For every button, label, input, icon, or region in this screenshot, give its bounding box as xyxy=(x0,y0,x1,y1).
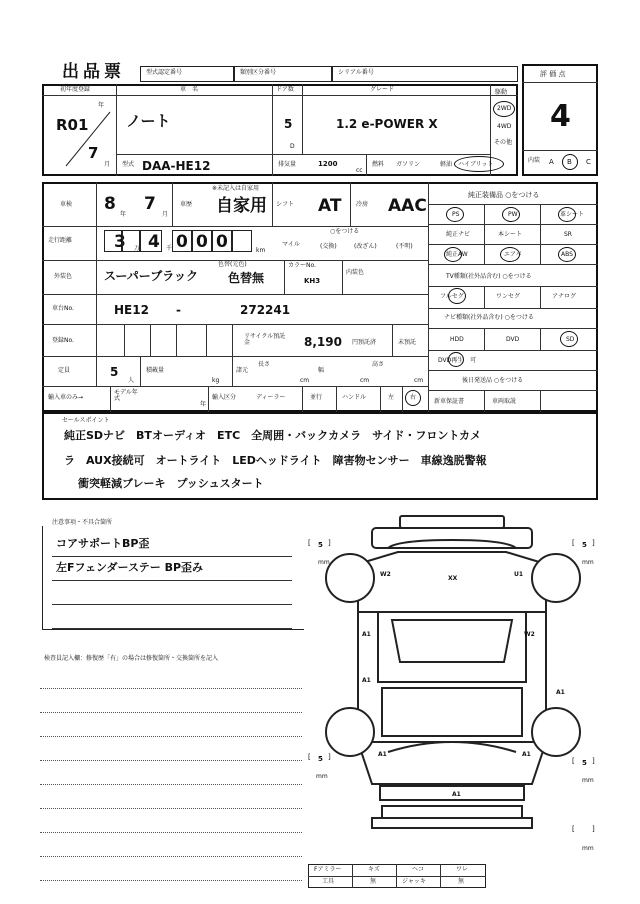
ac-value: AAC xyxy=(388,196,427,216)
table-c3: ジャッキ xyxy=(402,878,426,885)
reg-month: 7 xyxy=(88,144,99,162)
tire-spare-close: ] xyxy=(592,825,595,833)
year-suffix: 年 xyxy=(200,401,207,408)
dvd-ok: 可 xyxy=(470,357,477,364)
equip-aw: 純正AW xyxy=(446,251,468,258)
displacement-value: 1200 xyxy=(318,160,338,168)
model-value: DAA-HE12 xyxy=(142,159,211,173)
tire-rr-value: 5 xyxy=(582,759,587,767)
fuel-label: 燃料 xyxy=(372,161,385,168)
load-label: 積載量 xyxy=(146,367,165,374)
score-label: 評 価 点 xyxy=(540,70,566,78)
damage-hood: XX xyxy=(448,575,458,582)
score-value: 4 xyxy=(550,99,571,134)
table-c4: 無 xyxy=(458,878,465,885)
man-label: 万 xyxy=(134,245,141,252)
label-registration: 型式認定番号 xyxy=(146,69,183,76)
tire-fr-open: [ xyxy=(572,539,575,547)
capacity-value: 5 xyxy=(110,365,119,379)
equip-leather: 革シート xyxy=(560,211,585,218)
sales-line-3: 衝突軽減ブレーキ プッシュスタート xyxy=(78,477,264,490)
car-name: ノート xyxy=(126,112,171,130)
after-warranty: 新車保証書 xyxy=(434,398,465,405)
equip-pw-circle xyxy=(502,207,520,222)
color-label: 外装色 xyxy=(54,273,73,280)
tire-rl-value: 5 xyxy=(318,755,323,763)
equip-ps: PS xyxy=(452,211,460,218)
dvd-label: DVD再生 xyxy=(438,357,464,364)
equip-aw-circle xyxy=(444,247,462,262)
capacity-label: 定員 xyxy=(58,367,71,374)
tire-rl-close: ] xyxy=(328,753,331,761)
tire-fl-open: [ xyxy=(308,539,311,547)
cm-2: cm xyxy=(360,377,370,384)
fuel-hybrid-circle xyxy=(454,156,504,172)
recycle-unpaid: 未預託 xyxy=(398,339,417,346)
navi-hdd: HDD xyxy=(450,336,464,343)
recycle-value: 8,190 xyxy=(304,335,342,349)
notes-title: 注意事項・不具合箇所 xyxy=(52,519,113,526)
damage-fr-fender: U1 xyxy=(514,571,524,578)
tire-fl-value: 5 xyxy=(318,541,323,549)
tire-rr-unit: mm xyxy=(582,777,594,784)
table-c2: 無 xyxy=(370,878,377,885)
navi-dvd: DVD xyxy=(506,336,520,343)
damage-rr-door: A1 xyxy=(556,689,565,696)
after-manual: 車両取説 xyxy=(492,398,517,405)
doors-value: 5 xyxy=(284,117,293,131)
note-1: コアサポートBP歪 xyxy=(56,537,150,550)
grade-value: 1.2 e-POWER X xyxy=(336,117,438,131)
equip-ps-circle xyxy=(446,207,464,222)
damage-fr-door: W2 xyxy=(524,631,535,638)
damage-fl-door: A1 xyxy=(362,631,371,638)
shaken-nen: 年 xyxy=(120,211,127,218)
color-no-label: カラーNo. xyxy=(288,262,316,269)
mileage-exchange: (交換) xyxy=(320,243,337,250)
tv-fullseg-circle xyxy=(448,288,466,304)
label-serial: シリアル番号 xyxy=(338,69,374,76)
navi-sd: SD xyxy=(566,336,575,343)
table-h3: ヘコ xyxy=(412,866,425,873)
tv-oneseg: ワンセグ xyxy=(496,293,521,300)
shaken-tsuki: 月 xyxy=(162,211,169,218)
doors-label: ドア数 xyxy=(276,86,294,93)
interior-c: C xyxy=(586,158,591,166)
ac-label: 冷房 xyxy=(356,201,369,208)
shaken-month: 7 xyxy=(144,194,156,214)
interior-label: 内装 xyxy=(528,157,541,164)
mileage-tamper: (改ざん) xyxy=(354,243,377,250)
mileage-opts-title: ○をつける xyxy=(330,228,360,235)
equip-abs: ABS xyxy=(561,251,573,258)
chassis-prefix: HE12 xyxy=(114,303,149,317)
table-h2: キズ xyxy=(368,866,380,873)
tire-rr-open: [ xyxy=(572,757,575,765)
fuel-diesel: 軽油 xyxy=(440,161,453,168)
mileage-digit-4: 0 xyxy=(196,232,208,252)
grade-label: グレード xyxy=(370,86,395,93)
len-label: 長さ xyxy=(258,361,271,368)
wid-label: 幅 xyxy=(318,367,325,374)
label-model-cat: 類別区分番号 xyxy=(240,69,277,76)
handle-left: 左 xyxy=(388,394,395,401)
damage-fl-fender: W2 xyxy=(380,571,391,578)
drive-label: 駆動 xyxy=(495,89,508,96)
interior-b-circle xyxy=(562,154,578,170)
sales-line-2: ラ AUX接続可 オートライト LEDヘッドライト 障害物センサー 車線逸脱警報 xyxy=(64,454,487,467)
car-name-label: 車 名 xyxy=(180,86,199,93)
tsuki-label: 月 xyxy=(104,161,111,168)
chassis-label: 車台No. xyxy=(52,305,74,312)
tv-fullseg: フルセグ xyxy=(440,293,464,300)
drive-2wd-circle xyxy=(493,101,515,117)
after-title: 後日発送品 ○をつける xyxy=(462,377,524,384)
car-diagram xyxy=(318,512,586,868)
nen-label: 年 xyxy=(98,102,105,109)
model-label: 型式 xyxy=(122,161,135,168)
displacement-label: 排気量 xyxy=(278,161,297,168)
drive-other: その他 xyxy=(494,139,513,146)
handle-right: 右 xyxy=(410,394,417,401)
inspector-title: 検査員記入欄：修復歴「有」の場合は修復箇所・交換箇所を記入 xyxy=(44,655,219,662)
mileage-digit-1: 3 xyxy=(114,232,126,252)
tire-rl-unit: mm xyxy=(316,773,328,780)
equip-leather-circle xyxy=(558,207,576,222)
recycle-label: リサイクル預託金 xyxy=(244,333,286,346)
interior-a: A xyxy=(549,158,554,166)
door-d: D xyxy=(290,143,295,150)
mileage-digit-3: 0 xyxy=(176,232,188,252)
mileage-digit-5: 0 xyxy=(216,232,228,252)
color-change-value: 色替無 xyxy=(228,271,265,285)
fuel-hybrid: ハイブリット xyxy=(458,161,494,168)
damage-rear-bumper: A1 xyxy=(452,791,461,798)
sales-line-1: 純正SDナビ BTオーディオ ETC 全周囲・バックカメラ サイド・フロントカメ xyxy=(64,429,482,442)
equip-airbag: エアバ xyxy=(504,251,522,258)
tire-fl-close: ] xyxy=(328,539,331,547)
model-year-label: モデル年式 xyxy=(114,389,138,402)
import-dealer: ディーラー xyxy=(256,394,286,401)
import-parallel: 並行 xyxy=(310,394,323,401)
tire-rl-open: [ xyxy=(308,753,311,761)
tv-title: TV種類(社外品含む) ○をつける xyxy=(446,273,532,280)
damage-rl-fender: A1 xyxy=(378,751,387,758)
first-reg-label: 初年度登録 xyxy=(60,86,91,93)
equip-abs-circle xyxy=(558,247,576,262)
table-h4: ワレ xyxy=(456,866,469,873)
navi-sd-circle xyxy=(560,331,578,347)
chassis-no: 272241 xyxy=(240,303,291,317)
mileage-unknown: (不明) xyxy=(396,243,413,250)
table-c1: 工具 xyxy=(322,878,335,885)
navi-title: ナビ種類(社外品含む) ○をつける xyxy=(444,314,534,321)
equip-sr: SR xyxy=(564,231,572,238)
kg-label: kg xyxy=(212,377,220,384)
person-label: 人 xyxy=(128,377,135,384)
drive-2wd: 2WD xyxy=(497,105,512,112)
interior-b: B xyxy=(567,158,572,166)
reg-no-label: 登録No. xyxy=(52,337,74,344)
equip-navi: 純正ナビ xyxy=(446,231,471,238)
recycle-unit: 円預託済 xyxy=(352,339,377,346)
handle-label: ハンドル xyxy=(342,394,367,401)
mileage-digit-2: 4 xyxy=(148,232,160,252)
hei-label: 高さ xyxy=(372,361,385,368)
dims-label: 諸元 xyxy=(236,367,249,374)
drive-4wd: 4WD xyxy=(497,123,512,130)
reg-year: R01 xyxy=(56,116,89,134)
km-label: km xyxy=(256,247,266,254)
equip-airbag-circle xyxy=(500,247,520,262)
tire-fl-unit: mm xyxy=(318,559,330,566)
import-label: 輸入車のみ→ xyxy=(48,394,84,401)
dvd-play-circle xyxy=(448,352,464,367)
sen-label: 千 xyxy=(166,245,173,252)
shaken-year: 8 xyxy=(104,194,116,214)
sales-title: セールスポイント xyxy=(62,417,110,424)
color-no-value: KH3 xyxy=(304,277,321,285)
tire-fr-value: 5 xyxy=(582,541,587,549)
fuel-gasoline: ガソリン xyxy=(396,161,421,168)
form-title: 出品票 xyxy=(62,62,125,82)
tire-fr-close: ] xyxy=(592,539,595,547)
shaken-label: 車検 xyxy=(60,201,73,208)
note-2: 左Fフェンダーステー BP歪み xyxy=(56,561,204,574)
tv-analog: アナログ xyxy=(552,293,577,300)
import-cat: 輸入区分 xyxy=(212,394,237,401)
equip-pw: PW xyxy=(508,211,518,218)
mileage-mile: マイル xyxy=(282,241,300,248)
interior-color-label: 内装色 xyxy=(346,269,365,276)
color-change-label: 色替(元色) xyxy=(218,261,247,268)
tire-spare-open: [ xyxy=(572,825,575,833)
equip-seat: 本シート xyxy=(498,231,523,238)
tire-rr-close: ] xyxy=(592,757,595,765)
color-value: スーパーブラック xyxy=(104,269,198,283)
cm-1: cm xyxy=(300,377,310,384)
usage-value: 自家用 xyxy=(216,196,267,216)
damage-rl-door: A1 xyxy=(362,677,371,684)
shift-value: AT xyxy=(318,196,342,216)
usage-label: 車歴 xyxy=(180,201,193,208)
tire-fr-unit: mm xyxy=(582,559,594,566)
chassis-dash: - xyxy=(176,303,181,317)
shift-label: シフト xyxy=(276,201,295,208)
usage-note: ※未記入は自家用 xyxy=(212,185,260,192)
handle-right-circle xyxy=(405,390,421,406)
equip-title: 純正装備品 ○をつける xyxy=(468,191,540,199)
damage-rr-fender: A1 xyxy=(522,751,531,758)
cm-3: cm xyxy=(414,377,424,384)
cc-label: cc xyxy=(356,167,363,174)
mileage-label: 走行距離 xyxy=(48,237,73,244)
table-h1: Fアミラー xyxy=(314,866,342,873)
tire-spare-unit: mm xyxy=(582,845,594,852)
